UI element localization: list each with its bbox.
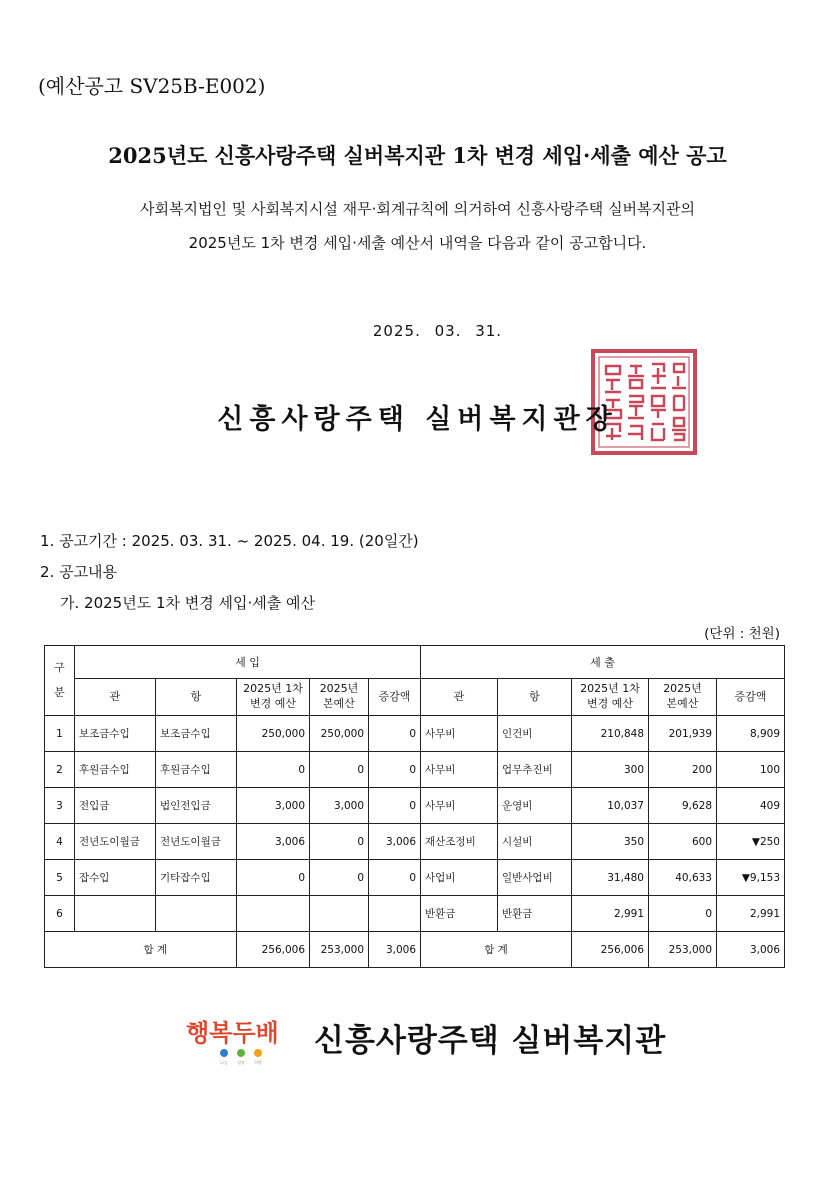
income-gwan: 잡수입 xyxy=(75,860,156,896)
header-expense-changed: 2025년 1차 변경 예산 xyxy=(572,679,649,716)
expense-gwan: 사무비 xyxy=(421,788,498,824)
expense-changed: 210,848 xyxy=(572,716,649,752)
row-no: 1 xyxy=(45,716,75,752)
income-changed: 0 xyxy=(237,752,310,788)
table-row xyxy=(45,860,785,896)
income-gwan xyxy=(75,896,156,932)
unit-label: (단위 : 천원) xyxy=(704,626,780,642)
income-changed xyxy=(237,896,310,932)
expense-diff: ▼9,153 xyxy=(717,860,785,896)
expense-base: 200 xyxy=(649,752,717,788)
income-hang: 법인전입금 xyxy=(156,788,237,824)
row-no: 4 xyxy=(45,824,75,860)
expense-base: 201,939 xyxy=(649,716,717,752)
expense-changed: 350 xyxy=(572,824,649,860)
header-income-gwan: 관 xyxy=(75,679,156,716)
expense-gwan: 재산조정비 xyxy=(421,824,498,860)
announcement-date: 2025. 03. 31. xyxy=(372,322,503,340)
expense-total-label: 합 계 xyxy=(421,932,572,968)
expense-gwan: 사무비 xyxy=(421,716,498,752)
document-code: (예산공고 SV25B-E002) xyxy=(38,74,266,98)
expense-changed: 300 xyxy=(572,752,649,788)
intro-line-2: 2025년도 1차 변경 세입·세출 예산서 내역을 다음과 같이 공고합니다. xyxy=(188,234,647,252)
expense-base: 600 xyxy=(649,824,717,860)
income-gwan: 전입금 xyxy=(75,788,156,824)
expense-total-changed: 256,006 xyxy=(572,932,649,968)
budget-table xyxy=(44,645,785,968)
expense-gwan: 사무비 xyxy=(421,752,498,788)
expense-gwan: 반환금 xyxy=(421,896,498,932)
income-changed: 0 xyxy=(237,860,310,896)
row-no: 2 xyxy=(45,752,75,788)
table-row xyxy=(45,896,785,932)
income-total-changed: 256,006 xyxy=(237,932,310,968)
header-income-diff: 증감액 xyxy=(369,679,421,716)
income-total-diff: 3,006 xyxy=(369,932,421,968)
logo-dot-green xyxy=(237,1049,245,1057)
table-row xyxy=(45,752,785,788)
income-base: 250,000 xyxy=(310,716,369,752)
header-expense-base: 2025년 본예산 xyxy=(649,679,717,716)
income-hang: 후원금수입 xyxy=(156,752,237,788)
expense-hang: 운영비 xyxy=(498,788,572,824)
expense-gwan: 사업비 xyxy=(421,860,498,896)
header-income-changed: 2025년 1차 변경 예산 xyxy=(237,679,310,716)
total-spacer xyxy=(45,932,75,968)
expense-hang: 시설비 xyxy=(498,824,572,860)
expense-total-base: 253,000 xyxy=(649,932,717,968)
haengbok-dubae-logo-icon xyxy=(186,1013,286,1065)
expense-changed: 10,037 xyxy=(572,788,649,824)
expense-base: 9,628 xyxy=(649,788,717,824)
header-expense-diff: 증감액 xyxy=(717,679,785,716)
income-changed: 3,000 xyxy=(237,788,310,824)
expense-base: 0 xyxy=(649,896,717,932)
income-changed: 3,006 xyxy=(237,824,310,860)
income-changed: 250,000 xyxy=(237,716,310,752)
income-base: 3,000 xyxy=(310,788,369,824)
signatory-name: 신흥사랑주택 실버복지관장 xyxy=(217,404,618,435)
income-diff: 0 xyxy=(369,752,421,788)
row-no: 5 xyxy=(45,860,75,896)
income-base xyxy=(310,896,369,932)
total-row xyxy=(45,932,785,968)
footer-organization: 신흥사랑주택 실버복지관 xyxy=(314,1023,667,1059)
logo-sub-2: 성장 xyxy=(237,1060,245,1065)
page-title: 2025년도 신흥사랑주택 실버복지관 1차 변경 세입·세출 예산 공고 xyxy=(108,143,727,168)
income-gwan: 전년도이월금 xyxy=(75,824,156,860)
income-base: 0 xyxy=(310,860,369,896)
expense-diff: ▼250 xyxy=(717,824,785,860)
income-diff xyxy=(369,896,421,932)
income-diff: 0 xyxy=(369,716,421,752)
header-income-hang: 항 xyxy=(156,679,237,716)
expense-hang: 인건비 xyxy=(498,716,572,752)
logo-dot-blue xyxy=(220,1049,228,1057)
expense-total-diff: 3,006 xyxy=(717,932,785,968)
row-no: 3 xyxy=(45,788,75,824)
income-gwan: 보조금수입 xyxy=(75,716,156,752)
row-no: 6 xyxy=(45,896,75,932)
income-gwan: 후원금수입 xyxy=(75,752,156,788)
budget-subheading: 가. 2025년도 1차 변경 세입·세출 예산 xyxy=(60,594,315,612)
expense-diff: 8,909 xyxy=(717,716,785,752)
expense-hang: 업무추진비 xyxy=(498,752,572,788)
table-row xyxy=(45,788,785,824)
income-hang: 전년도이월금 xyxy=(156,824,237,860)
income-diff: 0 xyxy=(369,860,421,896)
table-row xyxy=(45,824,785,860)
header-gubun: 구 분 xyxy=(45,646,75,716)
header-income: 세 입 xyxy=(75,646,421,679)
expense-changed: 31,480 xyxy=(572,860,649,896)
income-total-label: 합 계 xyxy=(75,932,237,968)
expense-base: 40,633 xyxy=(649,860,717,896)
logo-text: 행복두배 xyxy=(186,1019,279,1047)
header-expense-gwan: 관 xyxy=(421,679,498,716)
posting-period: 1. 공고기간 : 2025. 03. 31. ~ 2025. 04. 19. (20일간) xyxy=(40,532,419,550)
header-expense: 세 출 xyxy=(421,646,785,679)
header-expense-hang: 항 xyxy=(498,679,572,716)
expense-diff: 2,991 xyxy=(717,896,785,932)
income-base: 0 xyxy=(310,752,369,788)
income-diff: 3,006 xyxy=(369,824,421,860)
logo-dot-orange xyxy=(254,1049,262,1057)
expense-diff: 409 xyxy=(717,788,785,824)
intro-line-1: 사회복지법인 및 사회복지시설 재무·회계규칙에 의거하여 신흥사랑주택 실버복지관의 xyxy=(139,200,696,218)
income-hang xyxy=(156,896,237,932)
income-total-base: 253,000 xyxy=(310,932,369,968)
logo-sub-1: 나눔 xyxy=(220,1060,228,1065)
income-base: 0 xyxy=(310,824,369,860)
header-income-base: 2025년 본예산 xyxy=(310,679,369,716)
logo-sub-3: 희망 xyxy=(254,1060,262,1065)
expense-hang: 반환금 xyxy=(498,896,572,932)
income-hang: 기타잡수입 xyxy=(156,860,237,896)
income-hang: 보조금수입 xyxy=(156,716,237,752)
content-heading: 2. 공고내용 xyxy=(40,563,118,581)
expense-hang: 일반사업비 xyxy=(498,860,572,896)
table-row xyxy=(45,716,785,752)
expense-changed: 2,991 xyxy=(572,896,649,932)
income-diff: 0 xyxy=(369,788,421,824)
expense-diff: 100 xyxy=(717,752,785,788)
